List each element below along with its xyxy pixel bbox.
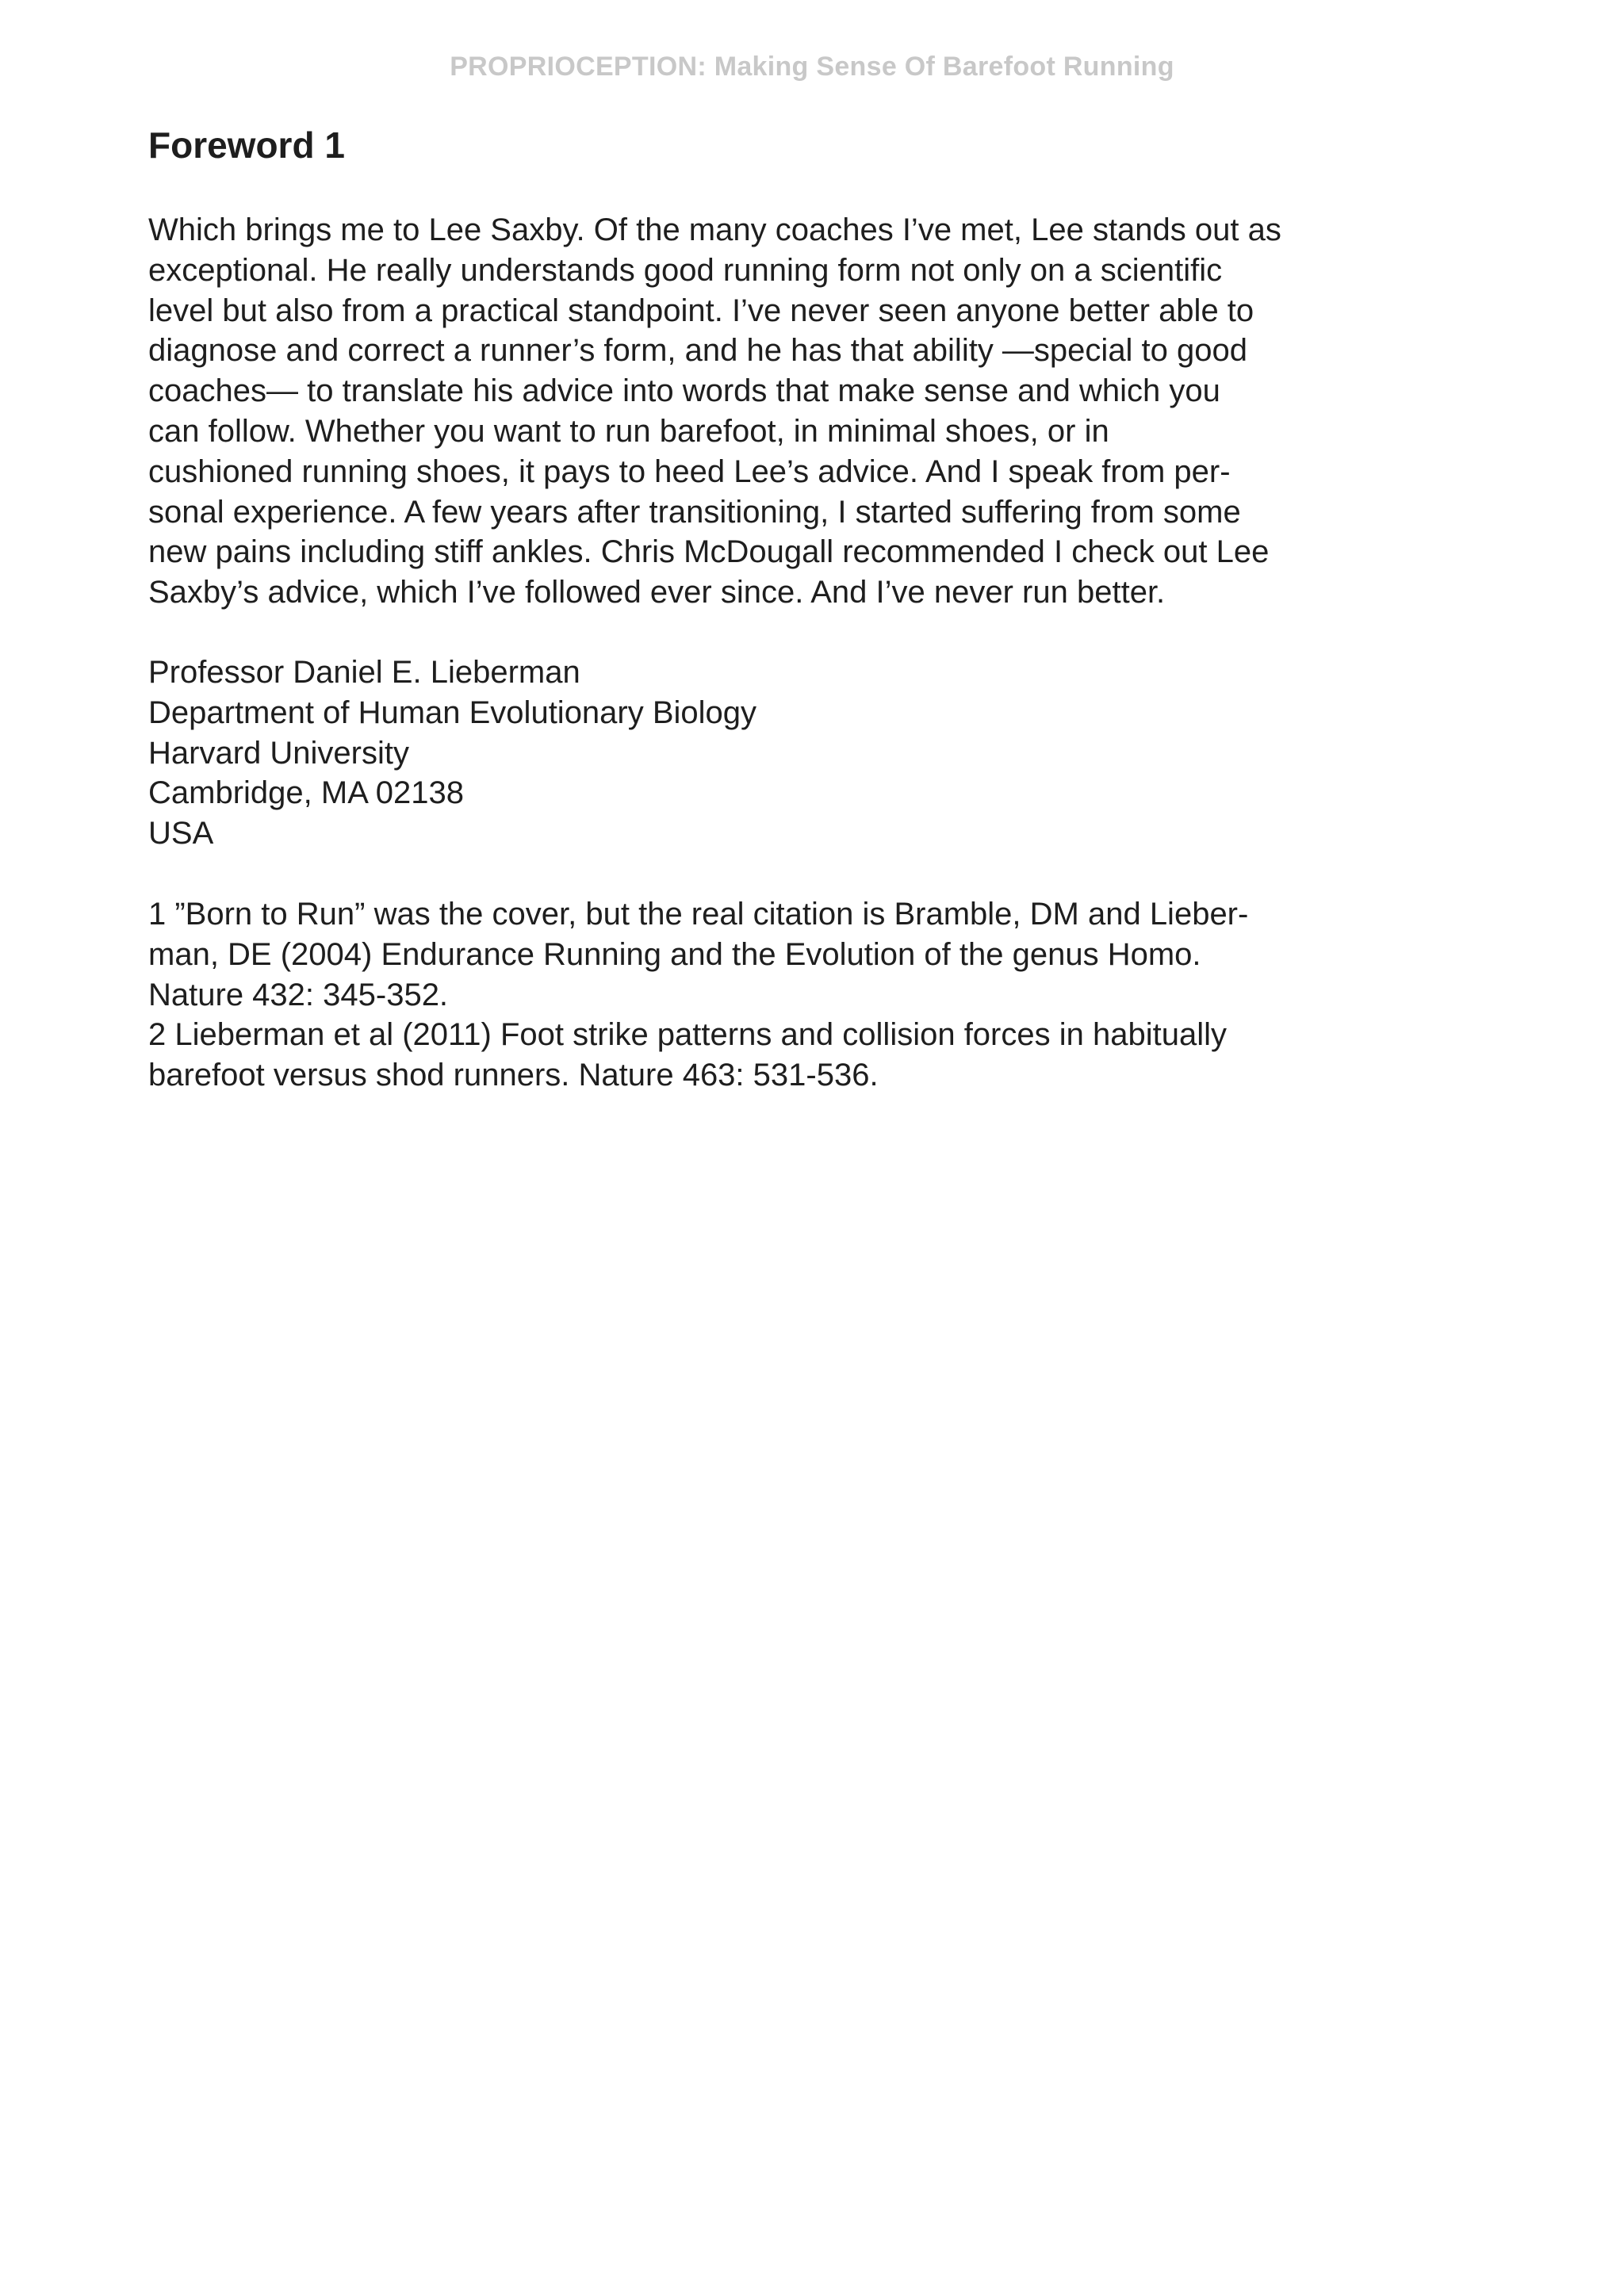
paragraph-line: exceptional. He really understands good running form not only on a scientific (148, 252, 1223, 288)
foreword-paragraph (148, 210, 1338, 613)
footnote-line: Nature 432: 345-352. (148, 977, 449, 1012)
author-department: Department of Human Evolutionary Biology (148, 695, 757, 730)
author-city: Cambridge, MA 02138 (148, 775, 465, 811)
author-name: Professor Daniel E. Lieberman (148, 654, 580, 690)
author-institution: Harvard University (148, 735, 409, 771)
paragraph-line: coaches— to translate his advice into words that make sense and which you (148, 373, 1220, 409)
paragraph-line: can follow. Whether you want to run barefoot, in minimal shoes, or in (148, 413, 1109, 449)
footnote-line: barefoot versus shod runners. Nature 463: 531-536. (148, 1058, 879, 1093)
author-signature (148, 652, 1338, 854)
footnotes (148, 894, 1338, 1096)
author-country: USA (148, 816, 214, 851)
running-header: PROPRIOCEPTION: Making Sense Of Barefoot Running (450, 52, 1174, 82)
paragraph-line: Which brings me to Lee Saxby. Of the many coaches I’ve met, Lee stands out as (148, 212, 1281, 247)
footnote-line: 2 Lieberman et al (2011) Foot strike patterns and collision forces in habitually (148, 1017, 1227, 1053)
paragraph-line: Saxby’s advice, which I’ve followed ever since. And I’ve never run better. (148, 575, 1166, 610)
footnote-line: 1 ”Born to Run” was the cover, but the real citation is Bramble, DM and Lieber- (148, 896, 1249, 932)
paragraph-line: level but also from a practical standpoint. I’ve never seen anyone better able to (148, 293, 1254, 328)
page-content (148, 123, 1338, 1096)
footnote-line: man, DE (2004) Endurance Running and the Evolution of the genus Homo. (148, 936, 1201, 972)
chapter-title: Foreword 1 (148, 124, 345, 166)
paragraph-line: diagnose and correct a runner’s form, and he has that ability —special to good (148, 333, 1248, 369)
paragraph-line: new pains including stiff ankles. Chris McDougall recommended I check out Lee (148, 534, 1270, 570)
paragraph-line: sonal experience. A few years after transitioning, I started suffering from some (148, 494, 1241, 530)
paragraph-line: cushioned running shoes, it pays to heed Lee’s advice. And I speak from per- (148, 453, 1231, 489)
